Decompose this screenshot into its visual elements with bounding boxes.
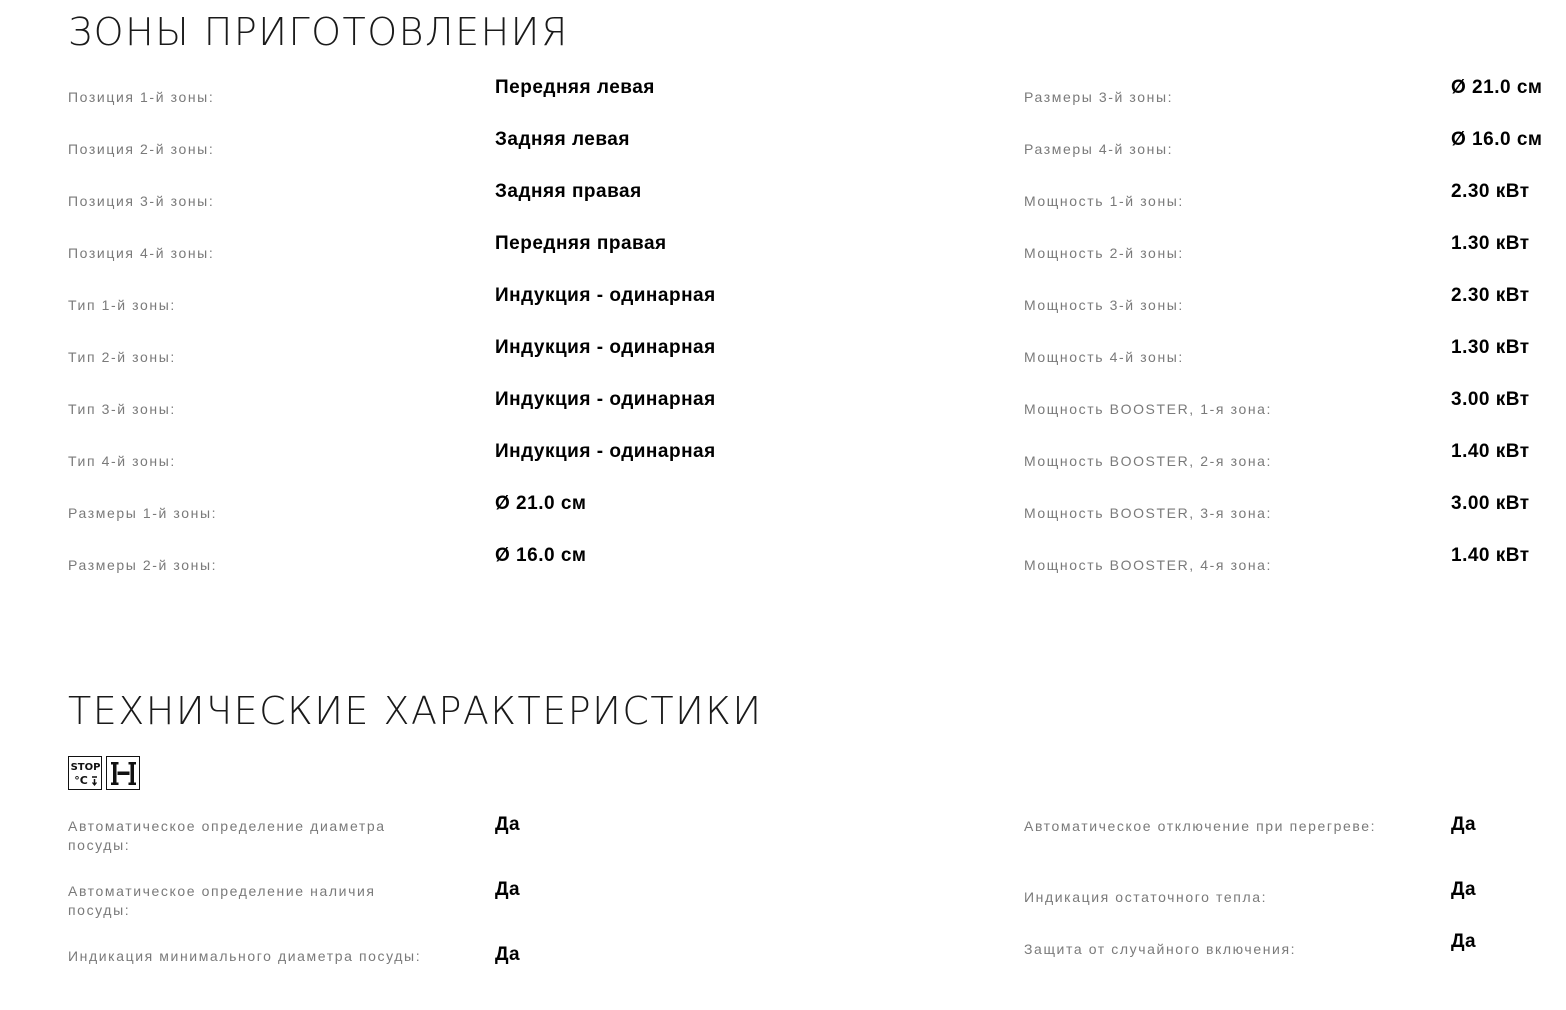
spec-label: Мощность BOOSTER, 3-я зона: (1024, 505, 1273, 521)
spec-label: Мощность BOOSTER, 2-я зона: (1024, 453, 1273, 469)
spec-row (68, 180, 642, 232)
spec-row (1024, 931, 1564, 983)
spec-value: Да (1451, 879, 1477, 900)
spec-value: 2.30 кВт (1451, 285, 1530, 306)
spec-value: Передняя правая (495, 233, 667, 254)
spec-value: Ø 16.0 см (495, 545, 587, 566)
zones-specs-left-column (68, 76, 716, 596)
spec-value: Да (495, 814, 521, 835)
spec-value: 1.40 кВт (1451, 441, 1530, 462)
spec-row (1024, 544, 1564, 596)
spec-label: Автоматическое определение диаметра посуды: (68, 818, 386, 853)
spec-row (1024, 232, 1564, 284)
spec-value: 3.00 кВт (1451, 493, 1530, 514)
spec-label: Тип 4-й зоны: (68, 453, 176, 469)
spec-label: Размеры 3-й зоны: (1024, 89, 1174, 105)
tech-specs-right-column (1024, 814, 1564, 983)
spec-label: Мощность 3-й зоны: (1024, 297, 1184, 313)
spec-row (1024, 388, 1564, 440)
spec-label: Индикация остаточного тепла: (1024, 889, 1268, 905)
spec-value: Да (495, 879, 521, 900)
stop-temperature-icon (68, 756, 102, 790)
spec-value: Ø 16.0 см (1451, 129, 1543, 150)
spec-row (1024, 336, 1564, 388)
section-title-cooking-zones: ЗОНЫ ПРИГОТОВЛЕНИЯ (68, 10, 569, 54)
spec-value: Индукция - одинарная (495, 337, 716, 358)
spec-value: Да (1451, 814, 1477, 835)
spec-row (1024, 814, 1564, 879)
zones-specs-right-column (1024, 76, 1564, 596)
spec-value: Индукция - одинарная (495, 389, 716, 410)
spec-label: Позиция 2-й зоны: (68, 141, 215, 157)
spec-row (68, 388, 716, 440)
spec-value: 3.00 кВт (1451, 389, 1530, 410)
spec-value: Ø 21.0 см (1451, 77, 1543, 98)
spec-label: Мощность 4-й зоны: (1024, 349, 1184, 365)
celsius-icon-text: °C (73, 773, 88, 787)
spec-row (1024, 180, 1564, 232)
spec-label: Позиция 3-й зоны: (68, 193, 215, 209)
spec-row (1024, 440, 1564, 492)
spec-value: 1.40 кВт (1451, 545, 1530, 566)
spec-label: Мощность 1-й зоны: (1024, 193, 1184, 209)
spec-value: Индукция - одинарная (495, 441, 716, 462)
spec-value: Да (1451, 931, 1477, 952)
spec-value: 2.30 кВт (1451, 181, 1530, 202)
spec-row (1024, 284, 1564, 336)
spec-row (68, 544, 587, 596)
spec-row (68, 814, 568, 879)
spec-row (68, 492, 587, 544)
spec-label: Тип 3-й зоны: (68, 401, 176, 417)
spec-row (68, 284, 716, 336)
spec-value: Да (495, 944, 521, 965)
spec-row (1024, 879, 1564, 931)
spec-label: Размеры 1-й зоны: (68, 505, 218, 521)
spec-value: 1.30 кВт (1451, 233, 1530, 254)
spec-label: Защита от случайного включения: (1024, 941, 1297, 957)
feature-icons (68, 756, 140, 790)
spec-row (68, 232, 667, 284)
spec-row (68, 879, 568, 944)
spec-label: Размеры 4-й зоны: (1024, 141, 1174, 157)
spec-label: Автоматическое отключение при перегреве: (1024, 818, 1377, 834)
stop-icon-text: STOP (70, 761, 100, 773)
spec-label: Индикация минимального диаметра посуды: (68, 948, 422, 964)
spec-label: Тип 2-й зоны: (68, 349, 176, 365)
h-residual-heat-icon (106, 756, 140, 790)
tech-specs-left-column (68, 814, 568, 1009)
spec-row (1024, 492, 1564, 544)
spec-label: Мощность BOOSTER, 4-я зона: (1024, 557, 1273, 573)
spec-value: Индукция - одинарная (495, 285, 716, 306)
section-title-technical-specs: ТЕХНИЧЕСКИЕ ХАРАКТЕРИСТИКИ (68, 689, 763, 733)
spec-row (1024, 76, 1564, 128)
spec-value: 1.30 кВт (1451, 337, 1530, 358)
spec-value: Задняя левая (495, 129, 630, 150)
spec-label: Мощность BOOSTER, 1-я зона: (1024, 401, 1273, 417)
spec-label: Тип 1-й зоны: (68, 297, 176, 313)
spec-row (68, 440, 716, 492)
spec-label: Мощность 2-й зоны: (1024, 245, 1184, 261)
spec-row (68, 944, 568, 1009)
spec-row (68, 76, 655, 128)
spec-value: Задняя правая (495, 181, 642, 202)
spec-label: Позиция 4-й зоны: (68, 245, 215, 261)
spec-value: Ø 21.0 см (495, 493, 587, 514)
spec-row (68, 336, 716, 388)
spec-row (68, 128, 630, 180)
spec-value: Передняя левая (495, 77, 655, 98)
spec-row (1024, 128, 1564, 180)
spec-label: Позиция 1-й зоны: (68, 89, 215, 105)
spec-label: Размеры 2-й зоны: (68, 557, 218, 573)
spec-label: Автоматическое определение наличия посуды: (68, 883, 376, 918)
